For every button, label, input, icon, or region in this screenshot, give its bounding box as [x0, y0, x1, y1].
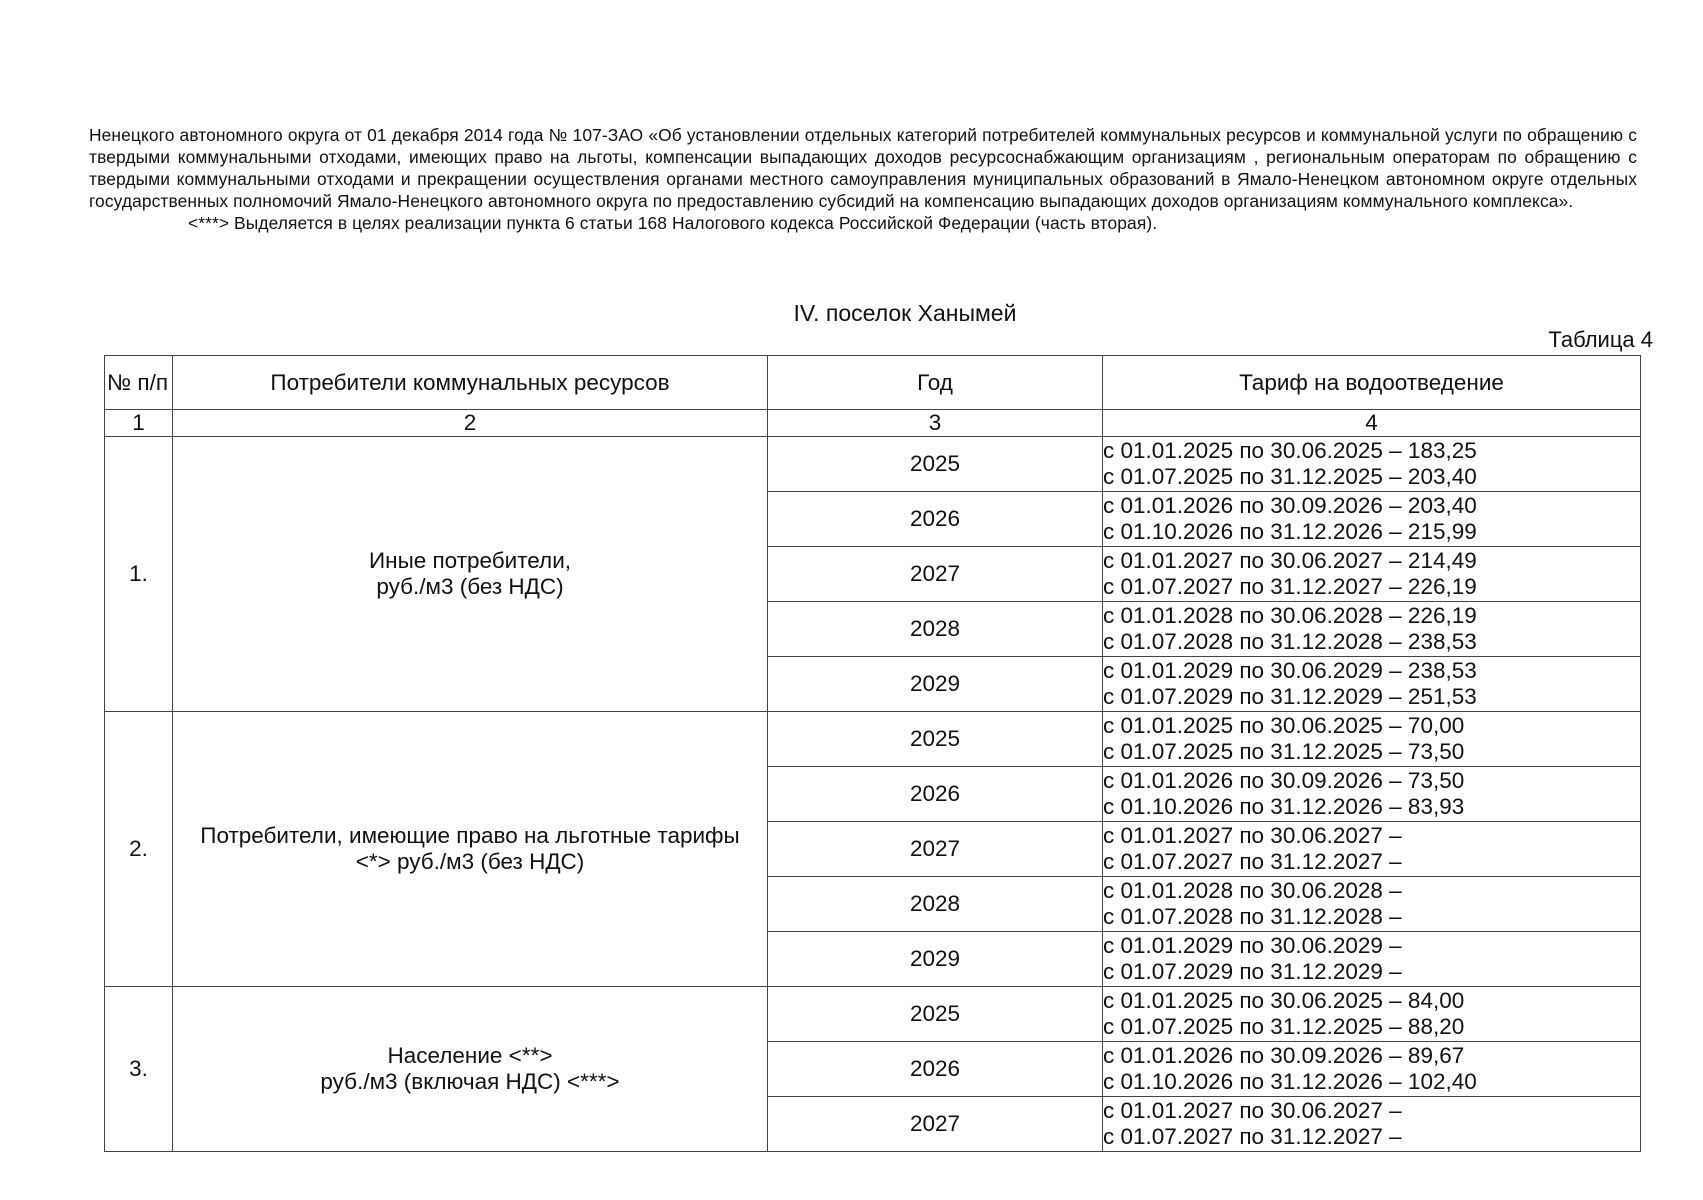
- column-index-row: [105, 410, 1641, 437]
- tariff-period: с 01.01.2028 по 30.06.2028 –: [1103, 878, 1402, 903]
- tariff-cell: [1103, 767, 1641, 822]
- year-cell: 2029: [768, 932, 1103, 987]
- tariff-cell: [1103, 547, 1641, 602]
- tariff-period: с 01.01.2029 по 30.06.2029 –: [1103, 933, 1402, 958]
- tariff-period: с 01.01.2027 по 30.06.2027 – 214,49: [1103, 548, 1477, 573]
- consumer-category-line: Потребители, имеющие право на льготные тарифы: [200, 823, 740, 848]
- year-cell: 2028: [768, 877, 1103, 932]
- tariff-period: с 01.07.2028 по 31.12.2028 – 238,53: [1103, 629, 1477, 654]
- tariff-cell: [1103, 1097, 1641, 1152]
- tariff-table: [104, 355, 1641, 1152]
- tariff-period: с 01.01.2026 по 30.09.2026 – 203,40: [1103, 493, 1477, 518]
- row-number: 3.: [105, 987, 173, 1152]
- consumer-category-line: руб./м3 (включая НДС) <***>: [320, 1069, 620, 1094]
- column-index-3: 3: [768, 410, 1103, 437]
- header-consumer: Потребители коммунальных ресурсов: [173, 356, 768, 410]
- section-title: IV. поселок Ханымей: [793, 300, 1017, 326]
- year-cell: 2029: [768, 657, 1103, 712]
- tariff-cell: [1103, 492, 1641, 547]
- tariff-cell: [1103, 822, 1641, 877]
- row-number: 1.: [105, 437, 173, 712]
- tariff-period: с 01.01.2026 по 30.09.2026 – 89,67: [1103, 1043, 1465, 1068]
- header-tariff: Тариф на водоотведение: [1103, 356, 1641, 410]
- tariff-period: с 01.07.2028 по 31.12.2028 –: [1103, 904, 1402, 929]
- tariff-period: с 01.01.2027 по 30.06.2027 –: [1103, 823, 1402, 848]
- year-cell: 2026: [768, 1042, 1103, 1097]
- year-cell: 2027: [768, 822, 1103, 877]
- consumer-category-line: <*> руб./м3 (без НДС): [355, 849, 585, 874]
- tariff-period: с 01.01.2027 по 30.06.2027 –: [1103, 1098, 1402, 1123]
- tariff-cell: [1103, 877, 1641, 932]
- consumer-category: [173, 437, 768, 712]
- tariff-cell: [1103, 712, 1641, 767]
- tariff-period: с 01.01.2025 по 30.06.2025 – 70,00: [1103, 713, 1465, 738]
- column-index-2: 2: [173, 410, 768, 437]
- tariff-period: с 01.01.2028 по 30.06.2028 – 226,19: [1103, 603, 1477, 628]
- column-index-1: 1: [105, 410, 173, 437]
- tariff-period: с 01.10.2026 по 31.12.2026 – 102,40: [1103, 1069, 1477, 1094]
- tariff-cell: [1103, 987, 1641, 1042]
- year-cell: 2026: [768, 492, 1103, 547]
- consumer-category-line: руб./м3 (без НДС): [376, 574, 564, 599]
- header-num: № п/п: [105, 356, 173, 410]
- year-cell: 2025: [768, 712, 1103, 767]
- tariff-period: с 01.07.2027 по 31.12.2027 –: [1103, 1124, 1402, 1149]
- tariff-period: с 01.07.2025 по 31.12.2025 – 88,20: [1103, 1014, 1465, 1039]
- year-cell: 2028: [768, 602, 1103, 657]
- footnote-vat: <***> Выделяется в целях реализации пункта 6 статьи 168 Налогового кодекса Российской Федерации (часть вторая).: [188, 213, 1158, 233]
- tariff-cell: [1103, 1042, 1641, 1097]
- header-year: Год: [768, 356, 1103, 410]
- year-cell: 2027: [768, 1097, 1103, 1152]
- tariff-cell: [1103, 437, 1641, 492]
- tariff-cell: [1103, 602, 1641, 657]
- table-row: [105, 712, 1641, 767]
- tariff-period: с 01.07.2025 по 31.12.2025 – 73,50: [1103, 739, 1465, 764]
- year-cell: 2025: [768, 437, 1103, 492]
- consumer-category-line: Иные потребители,: [368, 548, 572, 573]
- tariff-cell: [1103, 657, 1641, 712]
- tariff-period: с 01.07.2025 по 31.12.2025 – 203,40: [1103, 464, 1477, 489]
- header-row: [105, 356, 1641, 410]
- table-label: Таблица 4: [1548, 327, 1653, 352]
- tariff-period: с 01.01.2025 по 30.06.2025 – 183,25: [1103, 438, 1477, 463]
- tariff-period: с 01.01.2026 по 30.09.2026 – 73,50: [1103, 768, 1465, 793]
- table-row: [105, 437, 1641, 492]
- tariff-period: с 01.10.2026 по 31.12.2026 – 83,93: [1103, 794, 1465, 819]
- consumer-category: [173, 987, 768, 1152]
- tariff-period: с 01.07.2027 по 31.12.2027 –: [1103, 849, 1402, 874]
- column-index-4: 4: [1103, 410, 1641, 437]
- tariff-period: с 01.01.2029 по 30.06.2029 – 238,53: [1103, 658, 1477, 683]
- intro-text: [89, 124, 1637, 234]
- row-number: 2.: [105, 712, 173, 987]
- table-row: [105, 987, 1641, 1042]
- year-cell: 2025: [768, 987, 1103, 1042]
- tariff-period: с 01.07.2027 по 31.12.2027 – 226,19: [1103, 574, 1477, 599]
- intro-paragraph: Ненецкого автономного округа от 01 декабря 2014 года № 107-ЗАО «Об установлении отдельных категорий потребителей коммунальных ресурсов и коммунальной услуги по обращению с твердыми коммунальными отходами, имеющих право на льготы, компенсации выпадающих доходов ресурсоснабжающим организациям , региональным операторам по обращению с твердыми коммунальными отходами и прекращении осуществления органами местного самоуправления муниципальных образований в Ямало-Ненецком автономном округе отдельных государственных полномочий Ямало-Ненецкого автономного округа по предоставлению субсидий на компенсацию выпадающих доходов организациям коммунального комплекса».: [89, 125, 1637, 211]
- tariff-period: с 01.07.2029 по 31.12.2029 – 251,53: [1103, 684, 1477, 709]
- year-cell: 2027: [768, 547, 1103, 602]
- tariff-period: с 01.07.2029 по 31.12.2029 –: [1103, 959, 1402, 984]
- tariff-cell: [1103, 932, 1641, 987]
- consumer-category-line: Население <**>: [387, 1043, 553, 1068]
- tariff-period: с 01.10.2026 по 31.12.2026 – 215,99: [1103, 519, 1477, 544]
- year-cell: 2026: [768, 767, 1103, 822]
- tariff-period: с 01.01.2025 по 30.06.2025 – 84,00: [1103, 988, 1465, 1013]
- consumer-category: [173, 712, 768, 987]
